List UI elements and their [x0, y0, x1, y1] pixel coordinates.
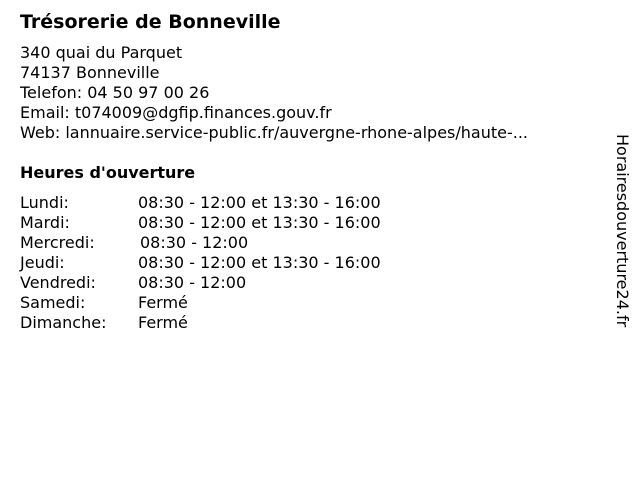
day-label: Mardi:	[20, 213, 70, 232]
day-hours: 08:30 - 12:00 et 13:30 - 16:00	[138, 213, 381, 232]
day-hours: 08:30 - 12:00 et 13:30 - 16:00	[138, 253, 381, 272]
day-label: Vendredi:	[20, 273, 96, 292]
city-line: 74137 Bonneville	[20, 63, 160, 82]
day-hours: Fermé	[138, 313, 188, 332]
day-label: Samedi:	[20, 293, 86, 312]
web-line: Web: lannuaire.service-public.fr/auvergne-rhone-alpes/haute-...	[20, 123, 529, 142]
page-title: Trésorerie de Bonneville	[20, 11, 281, 33]
contact-block	[20, 43, 528, 143]
hours-heading: Heures d'ouverture	[20, 163, 196, 182]
site-watermark: Horairesdouverture24.fr	[613, 134, 632, 328]
day-label: Dimanche:	[20, 313, 107, 332]
email-line: Email: t074009@dgfip.finances.gouv.fr	[20, 103, 332, 122]
day-hours: 08:30 - 12:00	[138, 273, 247, 292]
day-label: Lundi:	[20, 193, 69, 212]
address-line: 340 quai du Parquet	[20, 43, 183, 62]
day-hours: 08:30 - 12:00	[140, 233, 249, 252]
day-label: Mercredi:	[20, 233, 95, 252]
day-hours: 08:30 - 12:00 et 13:30 - 16:00	[138, 193, 381, 212]
day-label: Jeudi:	[20, 253, 65, 272]
phone-line: Telefon: 04 50 97 00 26	[20, 83, 210, 102]
day-hours: Fermé	[138, 293, 188, 312]
